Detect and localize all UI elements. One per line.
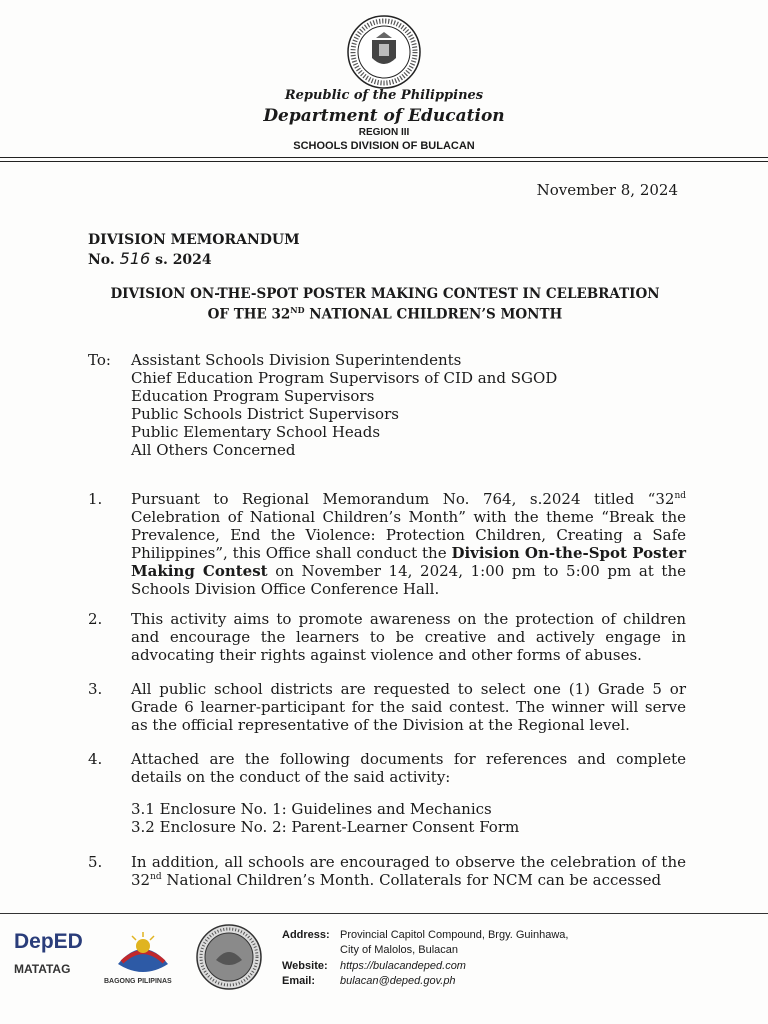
bagong-pilipinas-label: BAGONG PILIPINAS (104, 978, 172, 985)
address-label: Address: (282, 929, 330, 941)
memo-date: November 8, 2024 (536, 181, 678, 199)
deped-logo: DepED (14, 930, 83, 953)
email-link[interactable]: bulacan@deped.gov.ph (340, 975, 456, 987)
paragraph-number: 4. (88, 750, 103, 768)
paragraph-number: 1. (88, 490, 103, 508)
bulacan-division-seal-icon (196, 924, 262, 990)
paragraph-number: 3. (88, 680, 103, 698)
department-name: Department of Education (263, 106, 505, 126)
recipient: Assistant Schools Division Superintendents (131, 351, 462, 369)
recipient: Public Elementary School Heads (131, 423, 381, 441)
enclosure-item: 3.1 Enclosure No. 1: Guidelines and Mechanics (131, 800, 492, 818)
recipient: All Others Concerned (131, 441, 296, 459)
paragraph-text: Attached are the following documents for references and complete details on the conduct of the said activity: (131, 750, 686, 786)
to-label: To: (88, 351, 111, 369)
republic-line: Republic of the Philippines (284, 88, 484, 103)
memo-number (88, 249, 212, 268)
paragraph-text: In addition, all schools are encouraged to observe the celebration of the 32nd National Children’s Month. Collaterals for NCM can be accessed (131, 853, 686, 889)
memo-number-prefix: No. (88, 252, 115, 268)
paragraph-text: All public school districts are requested to select one (1) Grade 5 or Grade 6 learner-participant for the said contest. The winner will serve as the official representative of the Division at the Regional level. (131, 680, 686, 734)
deped-seal-icon (346, 14, 422, 90)
enclosure-list (131, 800, 519, 836)
address-line-1: Provincial Capitol Compound, Brgy. Guinhawa, (340, 929, 569, 941)
memo-title (80, 286, 690, 323)
contest-name: Division On-the-Spot Poster Making Contest (131, 544, 686, 580)
paragraph-number: 5. (88, 853, 103, 871)
bagong-pilipinas-logo-icon (108, 924, 178, 984)
matatag-logo: MATATAG (14, 962, 71, 976)
footer-divider (0, 913, 768, 914)
enclosure-item: 3.2 Enclosure No. 2: Parent-Learner Consent Form (131, 818, 520, 836)
region-line: REGION III (358, 127, 410, 138)
memo-title-line1: DIVISION ON-THE-SPOT POSTER MAKING CONTEST IN CELEBRATION (110, 286, 660, 302)
recipient: Public Schools District Supervisors (131, 405, 399, 423)
memo-number-handwritten: 516 (119, 249, 151, 268)
email-label: Email: (282, 975, 316, 987)
website-label: Website: (282, 960, 328, 972)
website-link[interactable]: https://bulacandeped.com (340, 960, 466, 972)
division-line: SCHOOLS DIVISION OF BULACAN (293, 140, 475, 152)
header-divider (0, 157, 768, 162)
recipient-list (131, 351, 557, 459)
paragraph-text: Pursuant to Regional Memorandum No. 764, s.2024 titled “32nd Celebration of National Children’s Month” with the theme “Break the Prevalence, End the Violence: Protection Children, Creating a Safe Philippines”, this Office shall conduct the Division On-the-Spot Poster Making Contest on November 14, 2024, 1:00 pm to 5:00 pm at the Schools Division Office Conference Hall. (131, 490, 686, 598)
address-line-2: City of Malolos, Bulacan (340, 944, 458, 956)
paragraph-text: This activity aims to promote awareness on the protection of children and encourage the learners to be creative and actively engage in advocating their rights against violence and other forms of abuses. (131, 610, 686, 664)
memo-title-line2: OF THE 32ND NATIONAL CHILDREN’S MONTH (207, 305, 563, 323)
recipient: Chief Education Program Supervisors of CID and SGOD (131, 369, 558, 387)
paragraph-number: 2. (88, 610, 103, 628)
recipient: Education Program Supervisors (131, 387, 375, 405)
memo-number-suffix: s. 2024 (155, 252, 212, 268)
memo-type: DIVISION MEMORANDUM (88, 232, 300, 248)
